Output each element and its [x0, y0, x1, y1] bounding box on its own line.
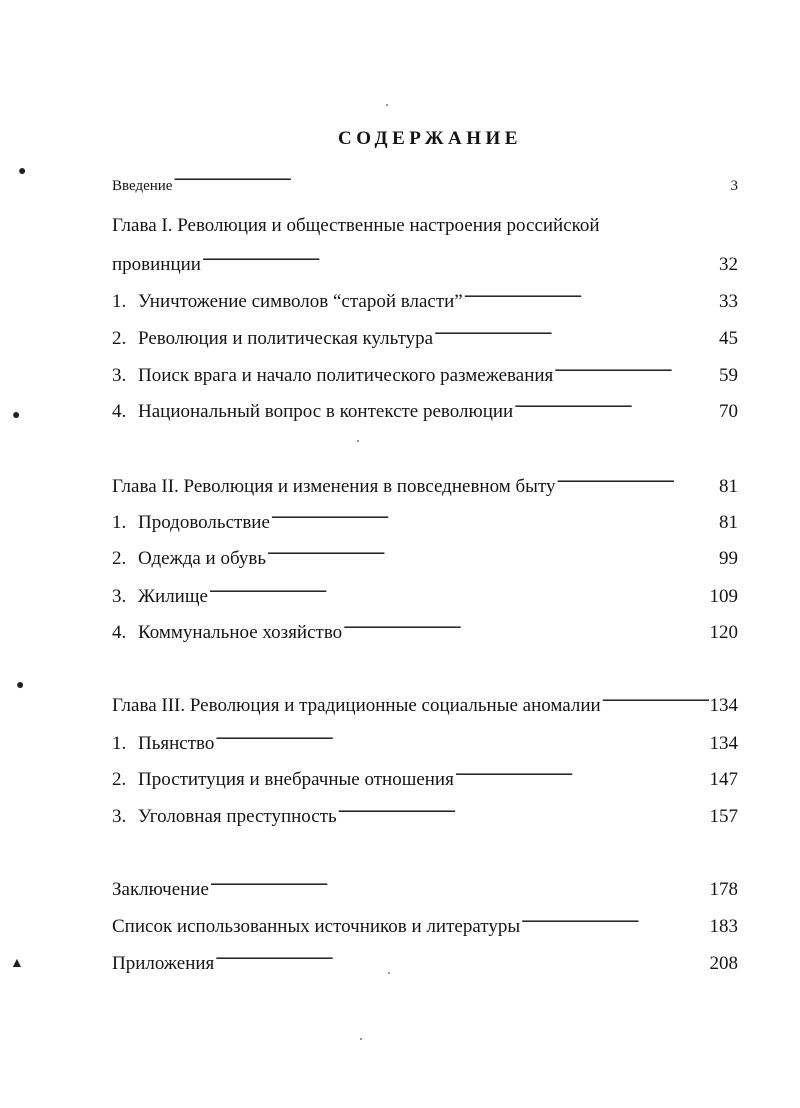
leader-dots: [210, 877, 709, 895]
scan-speck: [357, 440, 359, 442]
toc-subentry: [112, 767, 738, 792]
leader-dots: [271, 510, 718, 528]
leader-dots: [267, 546, 718, 564]
toc-entry-page: 81: [719, 476, 738, 497]
leader-dots: [464, 289, 718, 307]
toc-entry-page: 3: [730, 178, 738, 194]
toc-entry-number: 4.: [112, 401, 127, 422]
toc-entry-page: 59: [719, 365, 738, 386]
toc-entry-number: 4.: [112, 622, 127, 643]
toc-entry-page: 70: [719, 401, 738, 422]
toc-entry-number: 1.: [112, 512, 127, 533]
toc-entry-label: Глава III. Революция и традиционные социальные аномалии: [112, 695, 601, 716]
leader-dots: [514, 399, 718, 417]
leader-dots: [554, 363, 718, 381]
toc-subentry: [112, 804, 738, 829]
toc-entry-number: 2.: [112, 328, 127, 349]
toc-entry-label: Приложения: [112, 953, 215, 974]
toc-subentry: [112, 363, 738, 388]
toc-subentry: [112, 326, 738, 351]
toc-entry-conclusion: [112, 877, 738, 902]
toc-subentry: [112, 399, 738, 424]
binding-hole-mark: ●: [18, 164, 27, 179]
toc-entry-label: Введение: [112, 178, 173, 194]
toc-subentry: [112, 546, 738, 571]
scan-speck: [360, 1038, 362, 1040]
toc-entry-label: Продовольствие: [138, 512, 270, 533]
toc-entry-page: 157: [709, 806, 738, 827]
toc-chapter-1-title: Глава I. Революция и общественные настроения российской: [112, 215, 600, 236]
toc-entry-page: 178: [709, 879, 738, 900]
toc-entry-appendix: [112, 951, 738, 976]
toc-entry-number: 3.: [112, 806, 127, 827]
toc-entry-label: Национальный вопрос в контексте революции: [138, 401, 514, 422]
toc-subentry: [112, 620, 738, 645]
page-title: СОДЕРЖАНИЕ: [338, 128, 522, 149]
toc-chapter-3: [112, 693, 738, 718]
toc-entry-intro: [112, 172, 738, 198]
toc-entry-number: 3.: [112, 586, 127, 607]
toc-entry-label: Заключение: [112, 879, 209, 900]
leader-dots: [434, 326, 718, 344]
toc-subentry: [112, 510, 738, 535]
leader-dots: [209, 584, 709, 602]
toc-entry-page: 120: [709, 622, 738, 643]
toc-entry-page: 208: [709, 953, 738, 974]
toc-entry-label: Проституция и внебрачные отношения: [138, 769, 454, 790]
toc-entry-label: Глава II. Революция и изменения в повседневном быту: [112, 476, 556, 497]
toc-entry-page: 134: [709, 733, 738, 754]
toc-entry-label: Список использованных источников и литературы: [112, 916, 521, 937]
leader-dots: [602, 693, 709, 711]
leader-dots: [215, 731, 708, 749]
toc-subentry: [112, 584, 738, 609]
scan-speck: [386, 104, 388, 106]
toc-subentry: [112, 731, 738, 756]
toc-entry-label: Одежда и обувь: [138, 548, 267, 569]
leader-dots: [338, 804, 709, 822]
leader-dots: [455, 767, 709, 785]
toc-entry-page: 183: [709, 916, 738, 937]
toc-entry-page: 45: [719, 328, 738, 349]
binding-hole-mark: ●: [12, 408, 21, 423]
leader-dots: [556, 474, 718, 492]
toc-entry-number: 2.: [112, 769, 127, 790]
leader-dots: [202, 252, 718, 270]
leader-dots: [343, 620, 708, 638]
toc-entry-number: 1.: [112, 291, 127, 312]
toc-entry-page: 32: [719, 254, 738, 275]
toc-entry-page: 147: [709, 769, 738, 790]
leader-dots: [521, 914, 708, 932]
toc-entry-number: 1.: [112, 733, 127, 754]
toc-entry-label: Жилище: [138, 586, 208, 607]
binding-hole-mark: ●: [16, 678, 25, 693]
leader-dots: [215, 951, 708, 969]
toc-entry-number: 2.: [112, 548, 127, 569]
toc-entry-number: 3.: [112, 365, 127, 386]
toc-entry-page: 99: [719, 548, 738, 569]
toc-entry-page: 134: [709, 695, 738, 716]
toc-chapter-2: [112, 474, 738, 499]
toc-entry-label: Пьянство: [138, 733, 215, 754]
toc-entry-label: провинции: [112, 254, 201, 275]
binding-hole-mark: ▲: [10, 956, 24, 971]
toc-entry-page: 109: [709, 586, 738, 607]
toc-entry-page: 33: [719, 291, 738, 312]
toc-chapter-1: [112, 252, 738, 277]
leader-dots: [173, 172, 729, 190]
toc-entry-page: 81: [719, 512, 738, 533]
toc-entry-label: Уголовная преступность: [138, 806, 337, 827]
toc-entry-label: Коммунальное хозяйство: [138, 622, 343, 643]
toc-entry-label: Революция и политическая культура: [138, 328, 434, 349]
toc-entry-label: Поиск врага и начало политического размежевания: [138, 365, 554, 386]
toc-entry-label: Уничтожение символов “старой власти”: [138, 291, 463, 312]
toc-entry-sources: [112, 914, 738, 939]
toc-subentry: [112, 289, 738, 314]
